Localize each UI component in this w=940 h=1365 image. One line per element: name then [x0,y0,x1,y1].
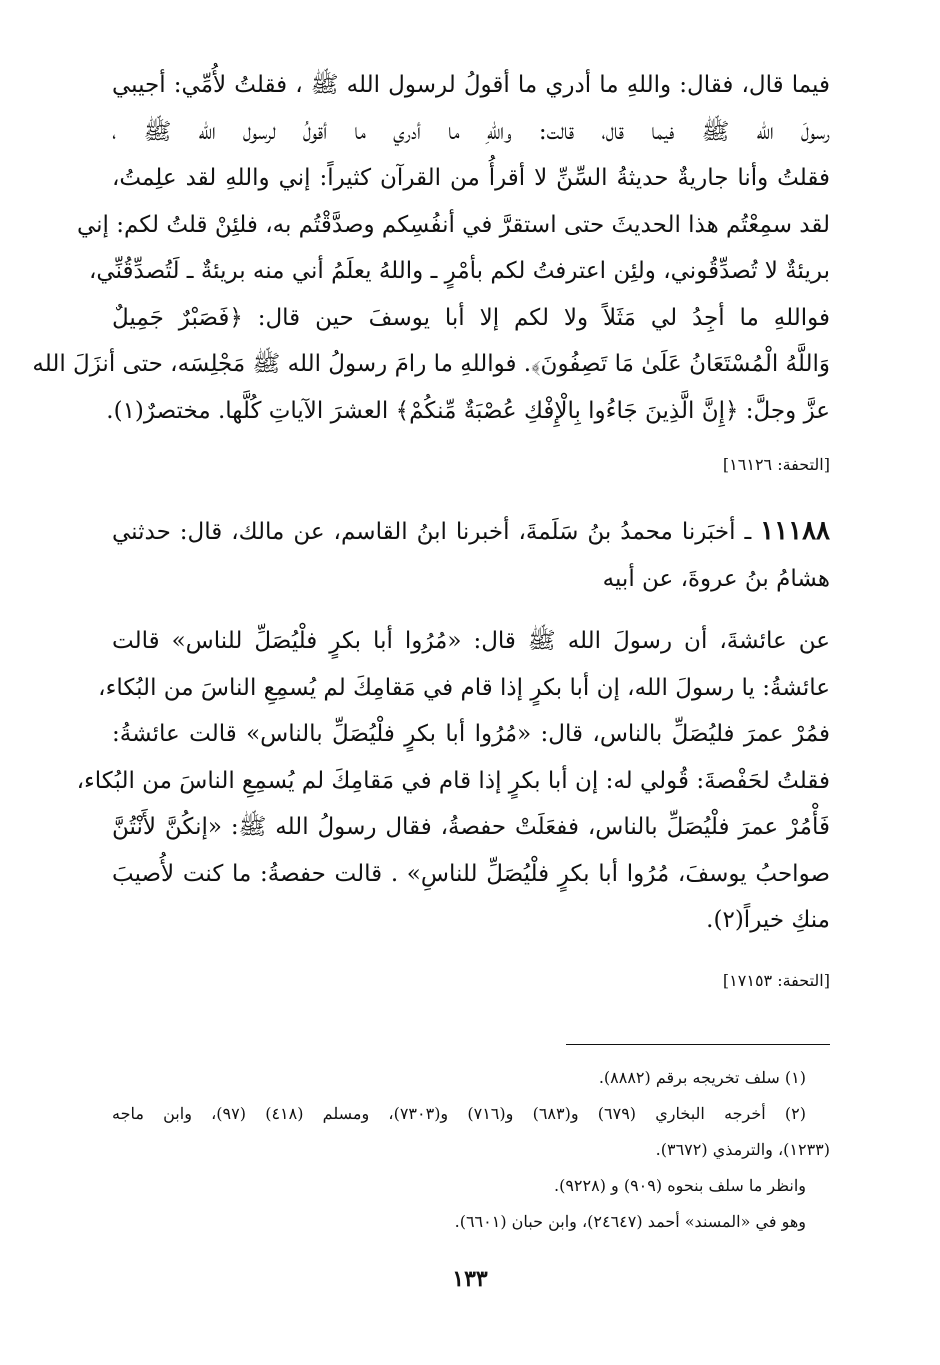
text-line: لقد سمِعْتُم هذا الحديثَ حتى استقرَّ في أنفُسِكم وصدَّقْتُم به، فلئِنْ قلتُ لكم: إني [76,211,830,238]
tuhfa-reference: [التحفة: ١٧١٥٣] [722,970,830,990]
hadith-number: ١١١٨٨ [760,516,830,546]
text-line: فَأْمُرْ عمرَ فلْيُصَلِّ بالناس، ففعَلَتْ حفصةُ، فقال رسولُ الله ﷺ: «إنكُنَّ لأَنْتُنَّ [112,814,830,840]
footnotes [112,1060,830,1240]
text-line: منكِ خيراً(٢). [706,907,830,933]
text-line: عزَّ وجلَّ: ﴿إِنَّ الَّذِينَ جَاءُوا بِالْإِفْكِ عُصْبَةٌ مِّنكُمْ﴾ العشرَ الآياتِ كُلَّها. مختصرٌ(١). [106,397,830,424]
text-line: فيما قال، فقال: واللهِ ما أدري ما أقولُ لرسول الله ﷺ ، فقلتُ لأُمِّي: أجيبي [112,72,830,98]
text-line: فقلتُ لحَفْصةَ: قُولي له: إن أبا بكرٍ إذا قام في مَقامِكَ لم يُسمِعِ الناسَ من البُكاء، [76,767,830,794]
text-line: عائشةُ: يا رسولَ الله، إن أبا بكرٍ إذا قام في مَقامِكَ لم يُسمِعِ الناسَ من البُكاء، [98,674,830,701]
hadith-isnad [112,508,830,602]
isnad-line [112,508,830,556]
footnote: (٢) أخرجه البخاري (٦٧٩) و(٦٨٣) و(٧١٦) و(٧٣٠٣)، ومسلم (٤١٨) (٩٧)، وابن ماجه [112,1104,806,1123]
footnote: وهو في «المسند» أحمد (٢٤٦٤٧)، وابن حبان (٦٦٠١). [454,1212,806,1231]
text-line: وَاللَّهُ الْمُسْتَعَانُ عَلَىٰ مَا تَصِفُونَ﴾. فواللهِ ما رامَ رسولُ الله ﷺ مَجْلِسَه، حتى أنزَلَ الله [32,351,830,377]
text-line: صواحبُ يوسفَ، مُرُوا أبا بكرٍ فلْيُصَلِّ للناسِ» . قالت حفصةُ: ما كنت لأُصيبَ [112,860,830,887]
paragraph-continuation [32,62,830,434]
text-line: فقلتُ وأنا جاريةٌ حديثةُ السِّنِّ لا أقرأُ من القرآن كثيراً: إني واللهِ لقد علِمتُ، [112,165,830,191]
footnote: (١٢٣٣)، والترمذي (٣٦٧٢). [655,1140,830,1159]
text-line: فمُرْ عمرَ فليُصَلِّ بالناس، قال: «مُرُوا أبا بكرٍ فلْيُصَلِّ بالناس» قالت عائشةُ: [112,721,830,747]
footnote: (١) سلف تخريجه برقم (٨٨٨٢). [598,1068,806,1087]
text-line: رسولَ الله ﷺ فيما قال، قالت: واللهِ ما أدري ما أقولُ لرسول الله ﷺ ، [112,118,830,145]
hadith-matn [76,618,830,944]
text-line: عن عائشةَ، أن رسولَ الله ﷺ قال: «مُرُوا أبا بكرٍ فلْيُصَلِّ للناس» قالت [112,628,830,654]
isnad-text: ـ أخبَرنا محمدُ بنُ سَلَمةَ، أخبرنا ابنُ القاسم، عن مالك، قال: حدثني [112,519,761,545]
text-line: بريئةٌ لا تُصدِّقُوني، ولئِن اعترفتُ لكم بأمْرٍ ـ واللهُ يعلَمُ أني منه بريئةٌ ـ لَتُصدِّقُنِّي، [88,258,830,284]
tuhfa-reference: [التحفة: ١٦١٢٦] [722,455,830,474]
footnote: وانظر ما سلف بنحوه (٩٠٩) و (٩٢٢٨). [553,1176,806,1195]
isnad-line: هشامُ بنُ عروةَ، عن أبيه [602,565,830,592]
page-body [32,62,830,992]
page-number: ١٣٣ [452,1266,488,1292]
footnote-divider [566,1044,830,1045]
text-line: فواللهِ ما أجِدُ لي مَثَلاً ولا لكم إلا أبا يوسفَ حين قال: ﴿فَصَبْرٌ جَمِيلٌ [112,304,830,331]
